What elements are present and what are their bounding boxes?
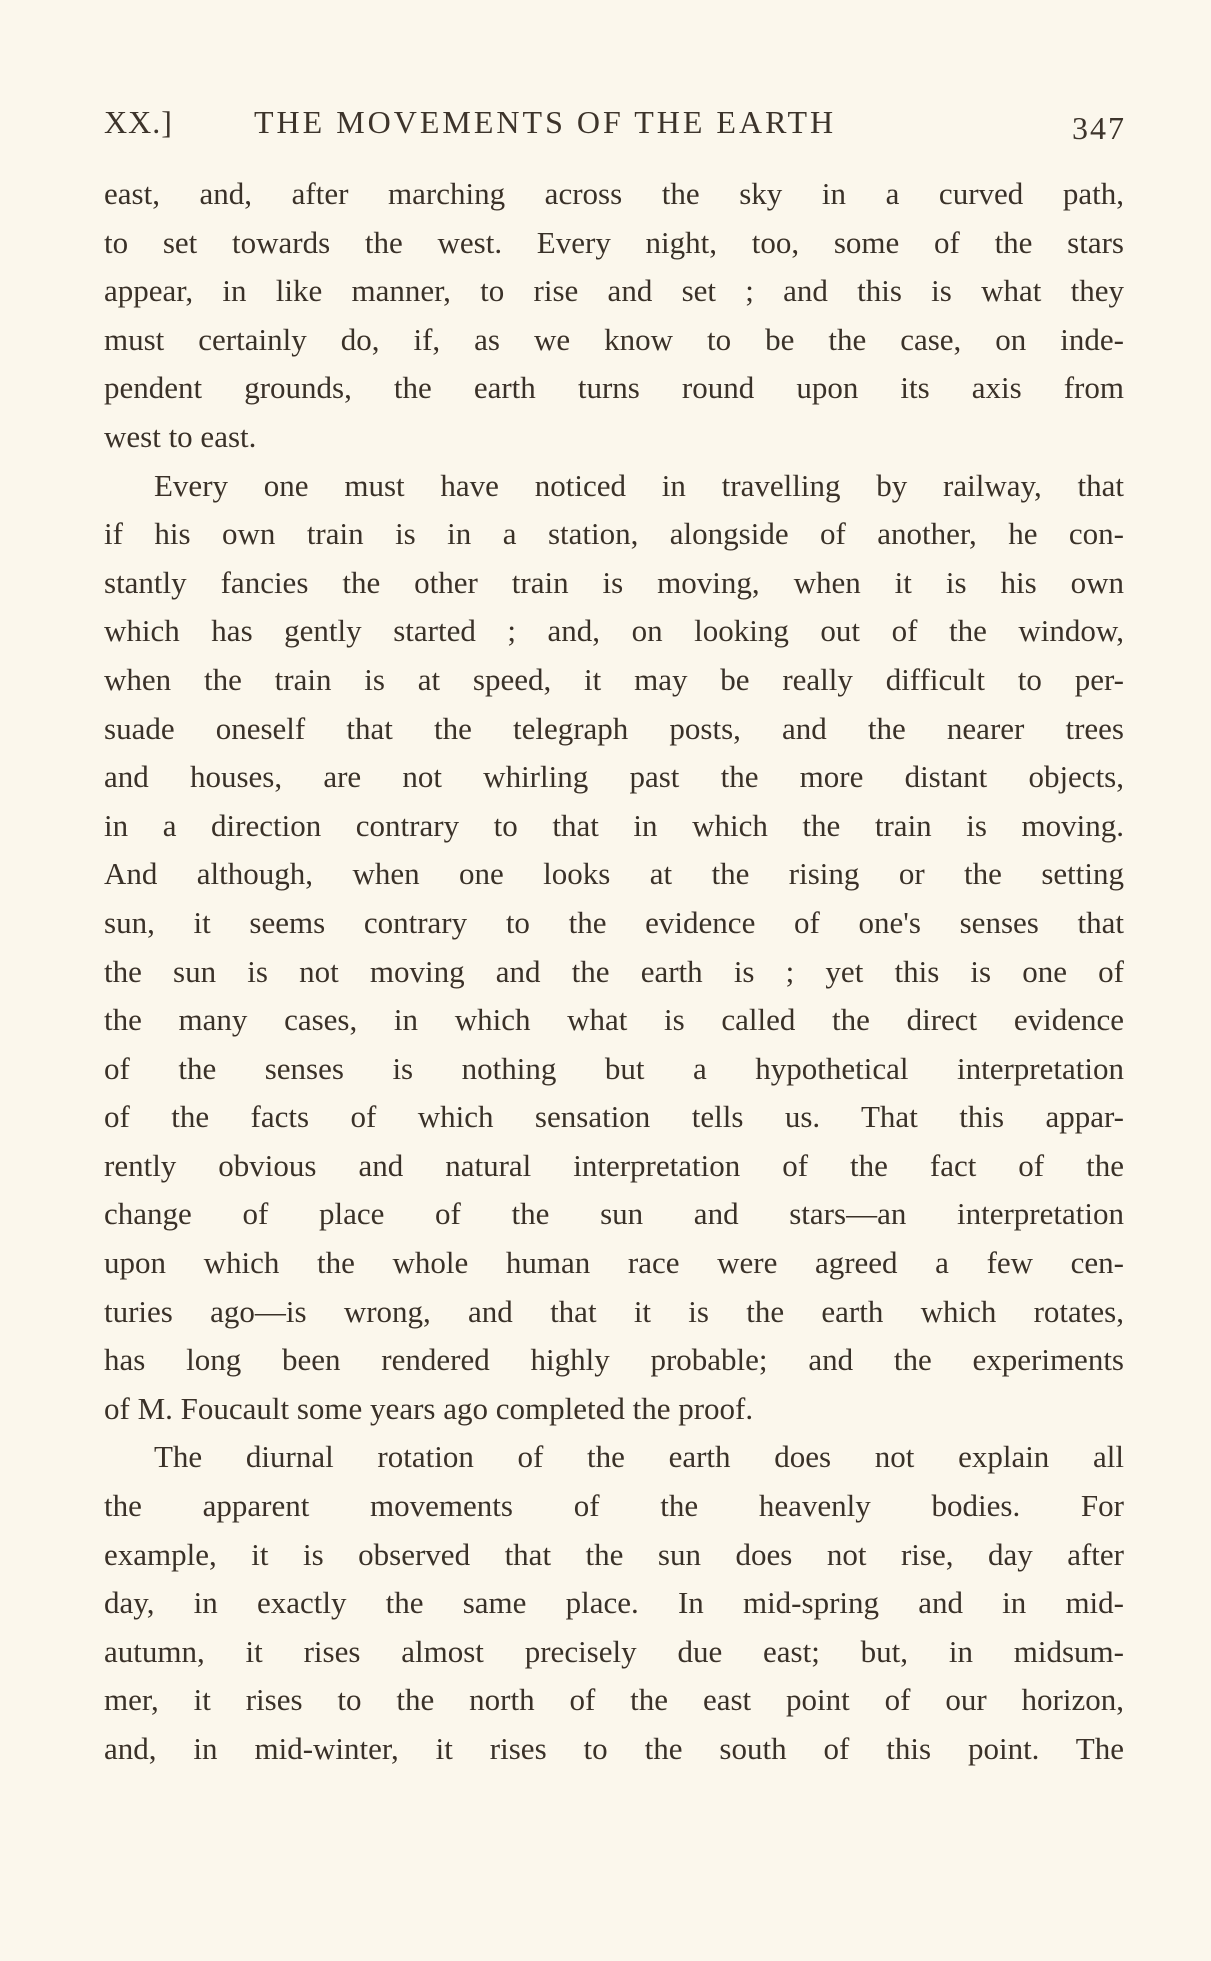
text-line: and, in mid-winter, it rises to the south of this point. The — [104, 1731, 1124, 1766]
text-line: when the train is at speed, it may be really difficult to per- — [104, 661, 1124, 697]
text-line: and houses, are not whirling past the more distant objects, — [104, 759, 1124, 795]
text-line: upon which the whole human race were agreed a few cen- — [104, 1245, 1124, 1281]
text-line: the apparent movements of the heavenly bodies. For — [104, 1488, 1124, 1524]
text-line: sun, it seems contrary to the evidence of one's senses that — [104, 904, 1124, 940]
text-line: change of place of the sun and stars—an interpretation — [104, 1196, 1124, 1232]
text-line: in a direction contrary to that in which the train is moving. — [104, 807, 1124, 843]
text-line: has long been rendered highly probable; and the experiments — [104, 1342, 1124, 1378]
text-line: must certainly do, if, as we know to be the case, on inde- — [104, 321, 1124, 357]
text-line: mer, it rises to the north of the east point of our horizon, — [104, 1682, 1124, 1718]
text-line: rently obvious and natural interpretation of the fact of the — [104, 1147, 1124, 1183]
text-line: day, in exactly the same place. In mid-spring and in mid- — [104, 1585, 1124, 1621]
text-line: example, it is observed that the sun does not rise, day after — [104, 1536, 1124, 1572]
text-line: appear, in like manner, to rise and set ; and this is what they — [104, 273, 1124, 309]
text-line: suade oneself that the telegraph posts, and the nearer trees — [104, 710, 1124, 746]
text-line: which has gently started ; and, on looking out of the window, — [104, 613, 1124, 649]
text-line: the sun is not moving and the earth is ; yet this is one of — [104, 953, 1124, 989]
running-title: THE MOVEMENTS OF THE EARTH — [254, 104, 837, 140]
text-line: pendent grounds, the earth turns round upon its axis from — [104, 370, 1124, 406]
text-line: And although, when one looks at the rising or the setting — [104, 856, 1124, 892]
text-line: if his own train is in a station, alongside of another, he con- — [104, 516, 1124, 552]
text-line: autumn, it rises almost precisely due east; but, in midsum- — [104, 1633, 1124, 1669]
text-line: of the senses is nothing but a hypothetical interpretation — [104, 1050, 1124, 1086]
text-line: to set towards the west. Every night, too, some of the stars — [104, 224, 1124, 260]
text-line: stantly fancies the other train is moving, when it is his own — [104, 564, 1124, 600]
text-line: of the facts of which sensation tells us. That this appar- — [104, 1099, 1124, 1135]
page-number: 347 — [1072, 110, 1126, 146]
chapter-number: XX.] — [104, 104, 173, 140]
paragraph-start-line: Every one must have noticed in travelling by railway, that — [154, 467, 1124, 503]
paragraph-start-line: The diurnal rotation of the earth does not explain all — [154, 1439, 1124, 1475]
text-line: turies ago—is wrong, and that it is the earth which rotates, — [104, 1293, 1124, 1329]
text-line: the many cases, in which what is called the direct evidence — [104, 1002, 1124, 1038]
text-line: east, and, after marching across the sky in a curved path, — [104, 176, 1124, 211]
text-line: of M. Foucault some years ago completed the proof. — [104, 1390, 754, 1426]
body-text — [104, 170, 1124, 1774]
running-header — [104, 104, 1124, 154]
text-line: west to east. — [104, 418, 257, 454]
